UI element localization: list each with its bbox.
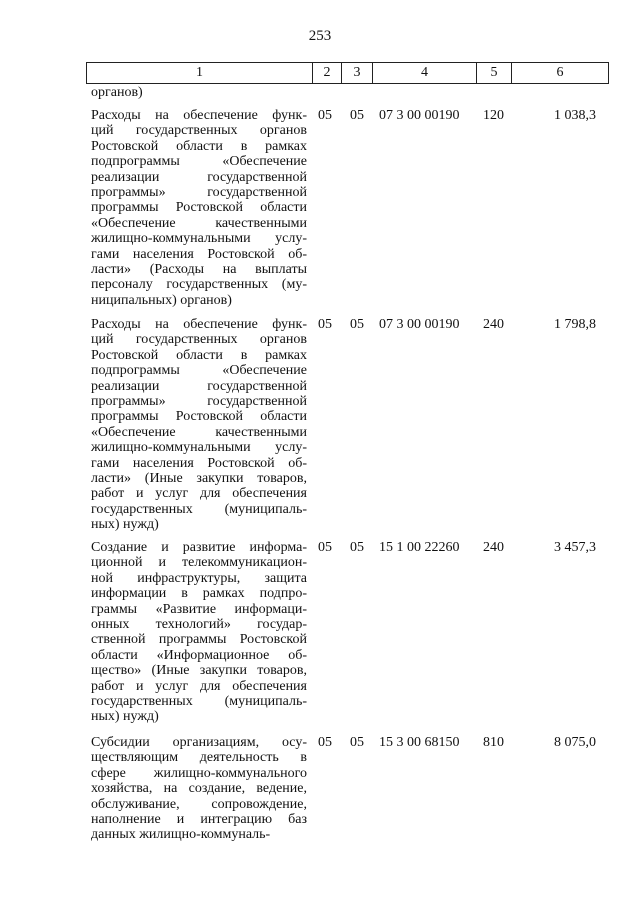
subsection-code: 05	[350, 735, 364, 750]
description-line: гами населения Ростовской об-	[91, 455, 307, 471]
description-line: «Обеспечение качественными	[91, 424, 307, 440]
amount: 1 038,3	[554, 108, 596, 123]
description-line: ществляющим деятельность в	[91, 750, 307, 766]
description-line: ций государственных органов	[91, 123, 307, 139]
header-col-1: 1	[87, 63, 313, 84]
description-line: программы Ростовской области	[91, 200, 307, 216]
header-col-5: 5	[477, 63, 512, 84]
description-line: реализации государственной	[91, 169, 307, 185]
description-line: персоналу государственных (му-	[91, 277, 307, 293]
amount: 1 798,8	[554, 317, 596, 332]
description-line: работ и услуг для обеспечения	[91, 486, 307, 502]
description-line: информации в рамках подпро-	[91, 586, 307, 602]
row-description	[91, 735, 307, 843]
description-line: Расходы на обеспечение функ-	[91, 108, 307, 123]
expense-type-code: 120	[483, 108, 504, 123]
section-code: 05	[318, 540, 332, 555]
description-line: данных жилищно-коммуналь-	[91, 827, 271, 843]
row-description	[91, 317, 307, 533]
amount: 3 457,3	[554, 540, 596, 555]
description-line: государственных (муниципаль-	[91, 694, 307, 710]
description-line: государственных (муниципаль-	[91, 501, 307, 517]
description-line: граммы «Развитие информаци-	[91, 601, 307, 617]
description-line: Создание и развитие информа-	[91, 540, 307, 555]
description-line: обслуживание, сопровождение,	[91, 796, 307, 812]
description-line: «Обеспечение качественными	[91, 215, 307, 231]
description-line: ных) нужд)	[91, 517, 159, 533]
section-code: 05	[318, 108, 332, 123]
description-line: ниципальных) органов)	[91, 292, 232, 308]
row-description	[91, 108, 307, 308]
description-line: Субсидии организациям, осу-	[91, 735, 307, 750]
subsection-code: 05	[350, 108, 364, 123]
description-line: гами населения Ростовской об-	[91, 246, 307, 262]
description-line: Ростовской области в рамках	[91, 347, 307, 363]
description-line: жилищно-коммунальными услу-	[91, 231, 307, 247]
section-code: 05	[318, 317, 332, 332]
description-line: работ и услуг для обеспечения	[91, 678, 307, 694]
description-line: программы» государственной	[91, 394, 307, 410]
header-col-4: 4	[373, 63, 477, 84]
expense-type-code: 810	[483, 735, 504, 750]
subsection-code: 05	[350, 317, 364, 332]
description-line: онных технологий» государ-	[91, 617, 307, 633]
header-col-2: 2	[313, 63, 342, 84]
description-line: области «Информационное об-	[91, 647, 307, 663]
expense-type-code: 240	[483, 540, 504, 555]
target-article-code: 07 3 00 00190	[379, 317, 460, 332]
description-line: ной инфраструктуры, защита	[91, 570, 307, 586]
description-line: наполнение и интеграцию баз	[91, 812, 307, 828]
target-article-code: 07 3 00 00190	[379, 108, 460, 123]
description-line: программы» государственной	[91, 185, 307, 201]
description-line: ционной и телекоммуникацион-	[91, 555, 307, 571]
expense-type-code: 240	[483, 317, 504, 332]
header-col-6: 6	[512, 63, 609, 84]
continuation-text: органов)	[91, 85, 143, 100]
description-line: ственной программы Ростовской	[91, 632, 307, 648]
row-description	[91, 540, 307, 725]
description-line: ций государственных органов	[91, 332, 307, 348]
description-line: ных) нужд)	[91, 709, 159, 725]
description-line: Расходы на обеспечение функ-	[91, 317, 307, 332]
description-line: ласти» (Иные закупки товаров,	[91, 471, 307, 487]
description-line: щество» (Иные закупки товаров,	[91, 663, 307, 679]
table-header	[86, 62, 609, 84]
description-line: подпрограммы «Обеспечение	[91, 154, 307, 170]
page-number: 253	[308, 28, 332, 44]
description-line: реализации государственной	[91, 378, 307, 394]
description-line: Ростовской области в рамках	[91, 138, 307, 154]
header-col-3: 3	[342, 63, 373, 84]
target-article-code: 15 3 00 68150	[379, 735, 460, 750]
amount: 8 075,0	[554, 735, 596, 750]
description-line: подпрограммы «Обеспечение	[91, 363, 307, 379]
target-article-code: 15 1 00 22260	[379, 540, 460, 555]
section-code: 05	[318, 735, 332, 750]
description-line: жилищно-коммунальными услу-	[91, 440, 307, 456]
description-line: программы Ростовской области	[91, 409, 307, 425]
description-line: хозяйства, на создание, ведение,	[91, 781, 307, 797]
description-line: ласти» (Расходы на выплаты	[91, 262, 307, 278]
description-line: сфере жилищно-коммунального	[91, 765, 307, 781]
subsection-code: 05	[350, 540, 364, 555]
